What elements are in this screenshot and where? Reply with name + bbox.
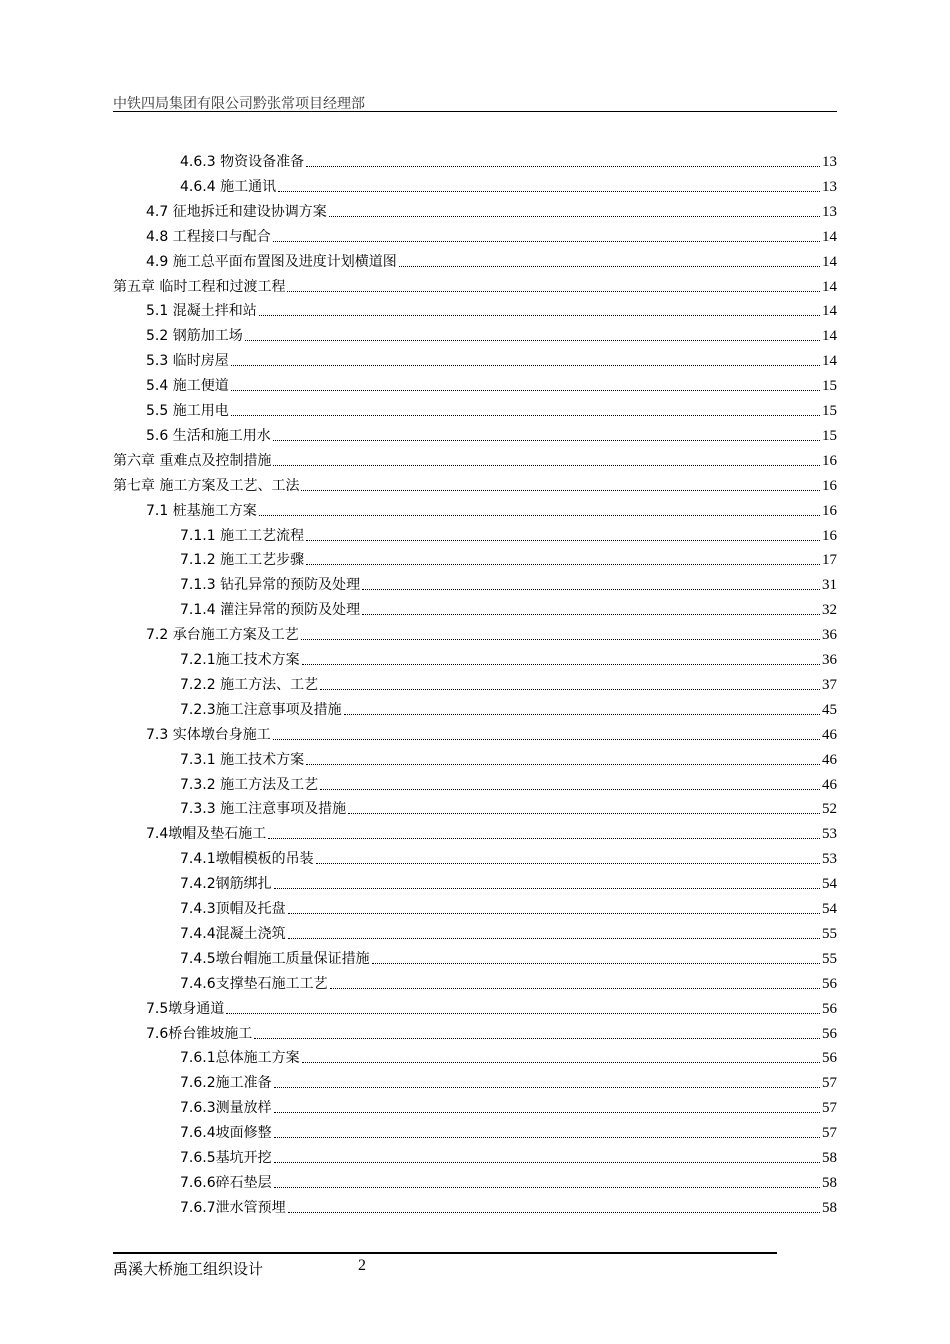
- toc-entry-title: 7.2.2 施工方法、工艺: [180, 677, 319, 693]
- toc-entry[interactable]: [180, 798, 837, 818]
- toc-entry-title: 7.1 桩基施工方案: [146, 503, 257, 519]
- footer-page-number: 2: [358, 1257, 366, 1274]
- toc-entry[interactable]: [180, 1097, 837, 1117]
- toc-entry[interactable]: [180, 525, 837, 545]
- toc-dot-leader: [399, 266, 820, 267]
- toc-entry-title: 5.6 生活和施工用水: [146, 428, 271, 444]
- toc-entry-page: 53: [822, 851, 837, 867]
- toc-dot-leader: [306, 540, 820, 541]
- toc-dot-leader: [329, 216, 820, 217]
- toc-entry-title: 7.3 实体墩台身施工: [146, 727, 271, 743]
- toc-entry[interactable]: [180, 699, 837, 719]
- toc-dot-leader: [348, 813, 820, 814]
- toc-entry-page: 15: [822, 428, 837, 444]
- toc-dot-leader: [259, 315, 820, 316]
- document-header-title: 中铁四局集团有限公司黔张常项目经理部: [113, 96, 365, 112]
- toc-entry-title: 7.1.1 施工工艺流程: [180, 528, 305, 544]
- toc-entry-page: 14: [822, 229, 837, 245]
- toc-entry-page: 55: [822, 926, 837, 942]
- toc-entry[interactable]: [180, 649, 837, 669]
- toc-entry-page: 13: [822, 204, 837, 220]
- toc-entry-page: 36: [822, 627, 837, 643]
- toc-entry-title: 4.6.3 物资设备准备: [180, 154, 305, 170]
- toc-entry-page: 57: [822, 1075, 837, 1091]
- toc-dot-leader: [273, 739, 820, 740]
- toc-dot-leader: [231, 390, 820, 391]
- toc-entry-title: 第七章 施工方案及工艺、工法: [113, 478, 300, 494]
- toc-entry-title: 7.6桥台锥坡施工: [146, 1026, 253, 1042]
- toc-entry[interactable]: [113, 450, 837, 470]
- toc-entry-title: 7.4.1墩帽模板的吊装: [180, 851, 314, 867]
- toc-dot-leader: [274, 1087, 820, 1088]
- toc-entry-page: 14: [822, 353, 837, 369]
- toc-entry-title: 7.5墩身通道: [146, 1001, 225, 1017]
- toc-dot-leader: [273, 465, 820, 466]
- toc-entry[interactable]: [180, 774, 837, 794]
- toc-dot-leader: [372, 963, 820, 964]
- toc-entry-page: 45: [822, 702, 837, 718]
- toc-entry[interactable]: [146, 400, 837, 420]
- toc-entry[interactable]: [180, 1147, 837, 1167]
- toc-entry-page: 46: [822, 727, 837, 743]
- toc-entry-page: 36: [822, 652, 837, 668]
- toc-entry-title: 4.7 征地拆迁和建设协调方案: [146, 204, 327, 220]
- toc-entry[interactable]: [180, 1047, 837, 1067]
- toc-entry-page: 13: [822, 179, 837, 195]
- toc-dot-leader: [330, 988, 820, 989]
- toc-entry-page: 56: [822, 1050, 837, 1066]
- toc-entry[interactable]: [180, 1072, 837, 1092]
- toc-entry[interactable]: [113, 475, 837, 495]
- toc-entry-title: 7.4.4混凝土浇筑: [180, 926, 286, 942]
- toc-entry[interactable]: [146, 201, 837, 221]
- toc-entry[interactable]: [180, 1122, 837, 1142]
- toc-entry-page: 58: [822, 1200, 837, 1216]
- toc-entry-page: 53: [822, 826, 837, 842]
- toc-entry-title: 5.4 施工便道: [146, 378, 229, 394]
- toc-entry[interactable]: [146, 350, 837, 370]
- toc-entry[interactable]: [146, 251, 837, 271]
- toc-dot-leader: [306, 564, 820, 565]
- toc-entry-page: 46: [822, 752, 837, 768]
- toc-entry-page: 16: [822, 478, 837, 494]
- toc-entry-title: 7.6.1总体施工方案: [180, 1050, 300, 1066]
- toc-entry-title: 4.9 施工总平面布置图及进度计划横道图: [146, 254, 397, 270]
- toc-entry-page: 56: [822, 976, 837, 992]
- toc-entry-page: 56: [822, 1001, 837, 1017]
- toc-entry-title: 7.1.4 灌注异常的预防及处理: [180, 602, 361, 618]
- toc-entry[interactable]: [180, 549, 837, 569]
- toc-entry[interactable]: [180, 848, 837, 868]
- toc-entry-title: 5.5 施工用电: [146, 403, 229, 419]
- toc-entry-title: 7.6.4坡面修整: [180, 1125, 272, 1141]
- toc-entry-page: 13: [822, 154, 837, 170]
- toc-entry[interactable]: [180, 749, 837, 769]
- toc-entry-title: 7.4.6支撑垫石施工工艺: [180, 976, 328, 992]
- toc-entry-page: 16: [822, 453, 837, 469]
- toc-entry[interactable]: [146, 226, 837, 246]
- toc-dot-leader: [288, 913, 820, 914]
- toc-entry-title: 7.2.3施工注意事项及措施: [180, 702, 342, 718]
- toc-dot-leader: [306, 166, 820, 167]
- toc-entry[interactable]: [146, 624, 837, 644]
- toc-entry-title: 第六章 重难点及控制措施: [113, 453, 272, 469]
- toc-entry-title: 7.4墩帽及垫石施工: [146, 826, 267, 842]
- toc-dot-leader: [274, 888, 820, 889]
- toc-dot-leader: [301, 639, 820, 640]
- toc-entry[interactable]: [146, 724, 837, 744]
- toc-entry-title: 5.2 钢筋加工场: [146, 328, 243, 344]
- toc-dot-leader: [254, 1038, 820, 1039]
- toc-entry[interactable]: [146, 300, 837, 320]
- toc-entry[interactable]: [146, 425, 837, 445]
- footer-divider: [113, 1252, 777, 1254]
- toc-entry-title: 4.6.4 施工通讯: [180, 179, 277, 195]
- toc-entry[interactable]: [146, 325, 837, 345]
- toc-dot-leader: [226, 1013, 820, 1014]
- toc-entry-title: 7.4.2钢筋绑扎: [180, 876, 272, 892]
- toc-entry[interactable]: [146, 823, 837, 843]
- toc-entry-page: 56: [822, 1026, 837, 1042]
- toc-entry[interactable]: [113, 276, 837, 296]
- toc-dot-leader: [320, 689, 820, 690]
- toc-entry-page: 14: [822, 279, 837, 295]
- toc-dot-leader: [273, 241, 820, 242]
- toc-entry-page: 14: [822, 254, 837, 270]
- toc-entry-title: 7.4.5墩台帽施工质量保证措施: [180, 951, 370, 967]
- toc-entry[interactable]: [180, 948, 837, 968]
- toc-entry-page: 57: [822, 1125, 837, 1141]
- toc-dot-leader: [302, 664, 820, 665]
- toc-entry[interactable]: [180, 1172, 837, 1192]
- toc-dot-leader: [274, 1112, 820, 1113]
- toc-entry[interactable]: [180, 923, 837, 943]
- toc-entry[interactable]: [180, 898, 837, 918]
- toc-dot-leader: [302, 1062, 820, 1063]
- toc-dot-leader: [301, 490, 820, 491]
- toc-entry-title: 7.6.7泄水管预埋: [180, 1200, 286, 1216]
- toc-dot-leader: [274, 1137, 820, 1138]
- toc-entry-page: 46: [822, 777, 837, 793]
- toc-entry[interactable]: [146, 500, 837, 520]
- toc-entry-page: 14: [822, 328, 837, 344]
- toc-dot-leader: [259, 515, 820, 516]
- toc-entry-page: 16: [822, 528, 837, 544]
- toc-entry-title: 7.3.3 施工注意事项及措施: [180, 801, 347, 817]
- toc-dot-leader: [274, 1187, 820, 1188]
- toc-entry-page: 31: [822, 577, 837, 593]
- toc-entry-page: 54: [822, 901, 837, 917]
- toc-entry-title: 5.3 临时房屋: [146, 353, 229, 369]
- toc-entry-title: 7.6.5基坑开挖: [180, 1150, 272, 1166]
- footer-document-title: 禹溪大桥施工组织设计: [113, 1260, 264, 1278]
- toc-entry-title: 7.1.2 施工工艺步骤: [180, 552, 305, 568]
- toc-entry-title: 7.6.6碎石垫层: [180, 1175, 272, 1191]
- toc-entry-title: 7.4.3顶帽及托盘: [180, 901, 286, 917]
- toc-entry-page: 16: [822, 503, 837, 519]
- toc-entry[interactable]: [146, 1023, 837, 1043]
- toc-entry[interactable]: [180, 873, 837, 893]
- toc-entry[interactable]: [146, 998, 837, 1018]
- toc-entry-page: 17: [822, 552, 837, 568]
- toc-dot-leader: [273, 440, 820, 441]
- toc-entry-page: 52: [822, 801, 837, 817]
- toc-dot-leader: [231, 365, 820, 366]
- toc-dot-leader: [288, 938, 820, 939]
- toc-entry[interactable]: [180, 973, 837, 993]
- toc-entry-title: 7.2.1施工技术方案: [180, 652, 300, 668]
- toc-dot-leader: [344, 714, 820, 715]
- toc-entry-title: 7.6.3测量放样: [180, 1100, 272, 1116]
- toc-entry-page: 37: [822, 677, 837, 693]
- toc-dot-leader: [320, 789, 820, 790]
- toc-dot-leader: [306, 764, 820, 765]
- toc-entry-title: 4.8 工程接口与配合: [146, 229, 271, 245]
- toc-dot-leader: [288, 1212, 820, 1213]
- toc-entry-page: 55: [822, 951, 837, 967]
- toc-entry-title: 7.2 承台施工方案及工艺: [146, 627, 299, 643]
- toc-entry-page: 15: [822, 403, 837, 419]
- toc-entry-title: 第五章 临时工程和过渡工程: [113, 279, 286, 295]
- toc-dot-leader: [231, 415, 820, 416]
- toc-dot-leader: [268, 838, 820, 839]
- toc-entry-title: 7.3.1 施工技术方案: [180, 752, 305, 768]
- toc-dot-leader: [316, 863, 820, 864]
- toc-entry[interactable]: [180, 599, 837, 619]
- toc-entry[interactable]: [180, 1197, 837, 1217]
- toc-entry[interactable]: [146, 375, 837, 395]
- toc-entry[interactable]: [180, 674, 837, 694]
- header-divider: [113, 111, 837, 112]
- toc-entry-page: 15: [822, 378, 837, 394]
- toc-entry-title: 5.1 混凝土拌和站: [146, 303, 257, 319]
- toc-entry-page: 58: [822, 1175, 837, 1191]
- toc-entry-title: 7.3.2 施工方法及工艺: [180, 777, 319, 793]
- toc-dot-leader: [362, 589, 820, 590]
- toc-entry-page: 58: [822, 1150, 837, 1166]
- toc-dot-leader: [278, 191, 820, 192]
- toc-dot-leader: [274, 1162, 820, 1163]
- toc-entry[interactable]: [180, 151, 837, 171]
- toc-dot-leader: [362, 614, 820, 615]
- toc-dot-leader: [245, 340, 820, 341]
- toc-entry-page: 32: [822, 602, 837, 618]
- toc-entry[interactable]: [180, 176, 837, 196]
- toc-entry-page: 57: [822, 1100, 837, 1116]
- toc-dot-leader: [287, 291, 820, 292]
- toc-entry-title: 7.1.3 钻孔异常的预防及处理: [180, 577, 361, 593]
- toc-entry-title: 7.6.2施工准备: [180, 1075, 272, 1091]
- toc-entry-page: 14: [822, 303, 837, 319]
- toc-entry-page: 54: [822, 876, 837, 892]
- toc-entry[interactable]: [180, 574, 837, 594]
